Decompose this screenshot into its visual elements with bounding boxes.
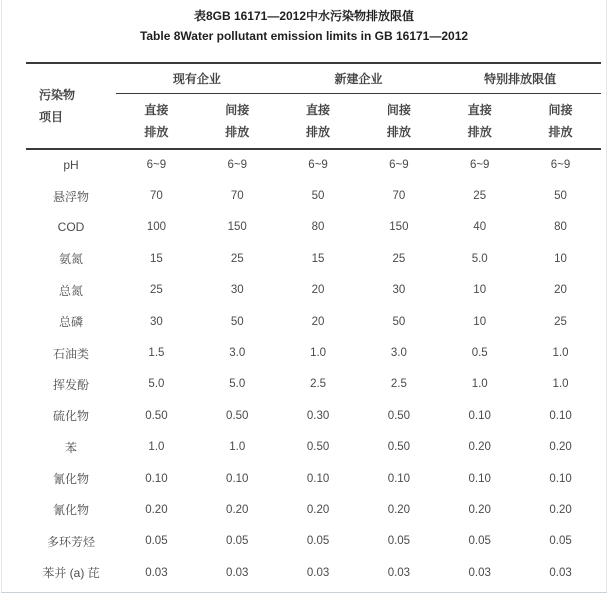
subheader-line1: 间接	[386, 102, 411, 117]
value-cell: 40	[473, 221, 487, 234]
value-cell: 70	[150, 190, 163, 203]
value-cell: 6~9	[146, 159, 167, 172]
value-cell: 2.5	[310, 378, 327, 391]
corner-header-line2: 项目	[39, 110, 64, 124]
value-cell: 70	[392, 190, 406, 203]
value-cell: 5.0	[148, 378, 165, 391]
table-row	[26, 432, 601, 463]
table-row	[26, 243, 601, 274]
value-cell: 20	[311, 315, 325, 328]
value-cell: 0.10	[306, 472, 330, 485]
row-label: 悬浮物	[53, 189, 90, 204]
row-label: 氨氮	[59, 252, 84, 267]
table-row	[26, 180, 601, 211]
subheader-line1: 直接	[467, 102, 492, 117]
value-cell: 5.0	[229, 378, 246, 391]
value-cell: 0.20	[387, 503, 411, 516]
value-cell: 6~9	[469, 159, 490, 172]
subheader-indirect-discharge	[197, 93, 278, 149]
value-cell: 0.03	[145, 566, 168, 579]
value-cell: 0.03	[387, 566, 411, 579]
value-cell: 6~9	[227, 159, 247, 172]
subheader-line2: 排放	[144, 124, 169, 139]
table-row	[26, 212, 601, 243]
value-cell: 0.20	[549, 441, 572, 454]
table-row	[26, 337, 601, 368]
value-cell: 10	[554, 252, 567, 265]
document-page	[1, 0, 607, 593]
value-cell: 80	[311, 221, 325, 234]
subheader-direct-discharge	[439, 93, 520, 149]
value-cell: 0.10	[387, 472, 411, 485]
value-cell: 0.10	[468, 409, 491, 422]
value-cell: 20	[311, 284, 325, 297]
value-cell: 0.50	[387, 409, 411, 422]
row-label: 硫化物	[53, 409, 90, 424]
subheader-line1: 间接	[548, 102, 573, 117]
subheader-direct-discharge	[116, 93, 197, 149]
value-cell: 6~9	[308, 159, 328, 172]
subheader-direct-discharge	[278, 93, 359, 149]
value-cell: 50	[554, 190, 567, 203]
value-cell: 100	[146, 221, 167, 234]
value-cell: 30	[230, 284, 244, 297]
value-cell: 0.10	[549, 409, 572, 422]
table-row	[26, 275, 601, 306]
value-cell: 15	[150, 252, 163, 265]
value-cell: 0.05	[226, 535, 249, 548]
value-cell: 25	[554, 315, 567, 328]
value-cell: 150	[227, 221, 247, 234]
value-cell: 25	[150, 284, 163, 297]
table-title-chinese: 表8GB 16171—2012中水污染物排放限值	[193, 9, 415, 23]
value-cell: 0.05	[387, 535, 411, 548]
value-cell: 1.0	[148, 441, 165, 454]
value-cell: 0.50	[145, 409, 168, 422]
row-label: 氰化物	[53, 472, 90, 487]
value-cell: 0.05	[468, 535, 491, 548]
value-cell: 1.0	[310, 347, 327, 360]
row-label: 氰化物	[53, 503, 90, 518]
value-cell: 10	[473, 284, 487, 297]
value-cell: 0.05	[306, 535, 330, 548]
value-cell: 25	[392, 252, 406, 265]
value-cell: 0.10	[145, 472, 168, 485]
value-cell: 0.10	[468, 472, 491, 485]
subheader-indirect-discharge	[358, 93, 439, 149]
row-label: pH	[63, 158, 79, 173]
value-cell: 1.0	[552, 378, 569, 391]
value-cell: 0.10	[549, 472, 572, 485]
value-cell: 0.20	[468, 503, 491, 516]
table-body	[26, 149, 601, 588]
value-cell: 1.0	[552, 347, 569, 360]
value-cell: 50	[311, 190, 325, 203]
subheader-line1: 间接	[225, 102, 250, 117]
value-cell: 15	[311, 252, 325, 265]
value-cell: 0.03	[226, 566, 249, 579]
subheader-line1: 直接	[306, 102, 331, 117]
value-cell: 25	[473, 190, 487, 203]
table-row	[26, 149, 601, 180]
header-group-row	[26, 63, 601, 93]
row-label: 苯并 (a) 芘	[42, 566, 100, 581]
value-cell: 50	[392, 315, 406, 328]
table-row	[26, 463, 601, 494]
group-header-existing-enterprise: 现有企业	[116, 63, 278, 93]
value-cell: 0.20	[145, 503, 168, 516]
value-cell: 5.0	[471, 252, 488, 265]
table-row	[26, 306, 601, 337]
row-label: 多环芳烃	[47, 534, 96, 549]
value-cell: 0.03	[306, 566, 330, 579]
row-label: COD	[57, 220, 85, 235]
value-cell: 6~9	[389, 159, 409, 172]
value-cell: 0.20	[468, 441, 491, 454]
value-cell: 0.50	[226, 409, 249, 422]
subheader-line1: 直接	[144, 102, 169, 117]
value-cell: 1.0	[471, 378, 488, 391]
subheader-line2: 排放	[548, 124, 573, 139]
value-cell: 1.5	[148, 347, 165, 360]
row-label: 挥发酚	[53, 377, 90, 392]
subheader-line2: 排放	[467, 124, 492, 139]
value-cell: 0.03	[468, 566, 491, 579]
row-label: 苯	[65, 440, 78, 455]
value-cell: 0.30	[306, 409, 330, 422]
value-cell: 10	[473, 315, 487, 328]
value-cell: 6~9	[550, 159, 571, 172]
value-cell: 2.5	[390, 378, 407, 391]
subheader-line2: 排放	[306, 124, 331, 139]
row-label: 石油类	[53, 346, 90, 361]
value-cell: 0.05	[549, 535, 572, 548]
value-cell: 1.0	[229, 441, 246, 454]
table-row	[26, 369, 601, 400]
value-cell: 150	[389, 221, 409, 234]
value-cell: 25	[230, 252, 244, 265]
value-cell: 0.05	[145, 535, 168, 548]
value-cell: 0.20	[549, 503, 572, 516]
table-row	[26, 400, 601, 431]
value-cell: 50	[230, 315, 244, 328]
subheader-line2: 排放	[225, 124, 250, 139]
value-cell: 0.10	[226, 472, 249, 485]
table-row	[26, 526, 601, 557]
table-caption	[2, 0, 606, 46]
subheader-indirect-discharge	[520, 93, 601, 149]
emission-limits-table	[26, 62, 601, 588]
value-cell: 80	[554, 221, 567, 234]
group-header-special-limits: 特别排放限值	[439, 63, 601, 93]
corner-header-line1: 污染物	[39, 88, 76, 102]
table-row	[26, 557, 601, 588]
value-cell: 0.20	[226, 503, 249, 516]
corner-header-pollutant-item	[26, 63, 116, 149]
value-cell: 3.0	[229, 347, 246, 360]
group-header-new-enterprise: 新建企业	[278, 63, 440, 93]
value-cell: 0.50	[306, 441, 330, 454]
row-label: 总氮	[59, 283, 84, 298]
value-cell: 30	[392, 284, 406, 297]
value-cell: 70	[230, 190, 244, 203]
table-title-english: Table 8Water pollutant emission limits in GB 16171—2012	[139, 29, 469, 43]
row-label: 总磷	[59, 315, 84, 330]
value-cell: 0.20	[306, 503, 330, 516]
table-row	[26, 494, 601, 525]
value-cell: 0.5	[471, 347, 488, 360]
value-cell: 30	[150, 315, 163, 328]
value-cell: 0.03	[549, 566, 572, 579]
value-cell: 3.0	[390, 347, 407, 360]
value-cell: 20	[554, 284, 567, 297]
subheader-line2: 排放	[386, 124, 411, 139]
value-cell: 0.50	[387, 441, 411, 454]
